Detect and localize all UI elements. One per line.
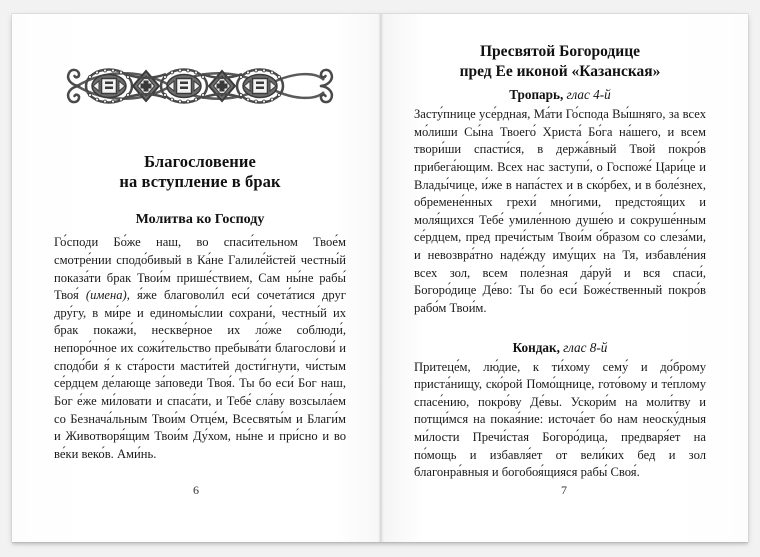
troparion-rubric: [414, 87, 706, 103]
open-book: [12, 14, 748, 542]
page-title-right-line-1: Пресвятой Богородице: [479, 43, 641, 60]
troparion-body: Засту́пнице усе́рдная, Ма́ти Го́спода Вы́шняго, за всех мо́лиши Сы́на Твоего́ Христа́ Бо́га на́шего, и всем твори́ши спасти́ся, в держа́вный Твой покро́в прибега́ющим. Всех нас заступи́, о Госпоже́ Цари́це и Влады́чице, и́же в напа́стех и в ско́рбех, и в боле́знех, обремене́нных грехи́ мно́гими, предстоя́щих и моля́щихся Тебе́ умиле́нною душе́ю и сокруше́нным се́рдцем, пред пречи́стым Твои́м о́бразом со слеза́ми, и невозвра́тно наде́жду иму́щих на Тя, избавле́ния всех зол, всем поле́зная да́руй и вся спаси́, Богоро́дице Де́во: Ты бо еси́ Боже́ственный покро́в рабо́м Твои́м.: [414, 107, 706, 315]
prayer-text-part-2: , я́же благоволи́л еси́ сочета́тися друг дру́гу, в ми́ре и единомы́слии сохрани́, честны́й их брак покажи́, нескве́рное их ло́же соблюди́, непоро́чное их сожи́тельство пребыва́ти благослови́ и сподо́би я́ к ста́рости масти́тей дости́гнути, чи́стым се́рдцем де́лающе за́поведи Твоя́. Ты бо еси́ Бог наш, Бог е́же ми́ловати и спаса́ти, и Тебе́ сла́ву возсыла́ем со Безнача́льным Твои́м Отце́м, Всесвяты́м и Благи́м и Животворя́щим Твои́м Ду́хом, ны́не и при́сно и во ве́ки веко́в. Ами́нь.: [54, 288, 346, 461]
page-title-line-2: на вступление в брак: [119, 172, 281, 192]
kontakion-body: Притеце́м, лю́дие, к ти́хому сему́ и до́брому приста́нищу, ско́рой Помо́щнице, гото́вому и те́плому спасе́нию, покро́ву Де́вы. Ускори́м на моли́тву и потщи́мся на покая́ние: источа́ет бо нам неоску́дныя ми́лости Пречи́стая Богоро́дица, предваря́ет на по́мощь и избавля́ет от вели́ких бед и зол благонра́вныя и богобоя́щияся рабы́ Своя́.: [414, 359, 706, 480]
prayer-text-part-1: Го́споди Бо́же наш, во спаси́тельном Твое́м смотре́нии сподо́бивый в Ка́не Галиле́йстей честны́й показа́ти брак Твои́м прише́ствием, Сам ны́не рабы́ Твоя́: [54, 235, 346, 303]
folio-right: 7: [561, 483, 567, 497]
prayer-body: [54, 234, 346, 463]
page-title: [54, 152, 346, 192]
kontakion-label: Кондак,: [512, 339, 560, 355]
kontakion-rubric: [414, 340, 706, 356]
page-title-line-1: Благословение: [144, 152, 256, 171]
prayer-names-placeholder: (имена): [85, 288, 127, 303]
right-page: [380, 14, 748, 542]
page-title-right: [414, 42, 706, 81]
troparion-label: Тропарь,: [509, 87, 564, 103]
prayer-subtitle: Молитва ко Господу: [135, 212, 265, 228]
celtic-knot-headpiece-icon: [66, 62, 334, 110]
page-title-right-line-2: пред Ее иконой «Казанская»: [459, 62, 661, 80]
left-page: [12, 14, 380, 542]
kontakion-tone: глас 8-й: [563, 339, 608, 355]
folio-left: 6: [193, 483, 199, 497]
troparion-tone: глас 4-й: [566, 87, 611, 103]
